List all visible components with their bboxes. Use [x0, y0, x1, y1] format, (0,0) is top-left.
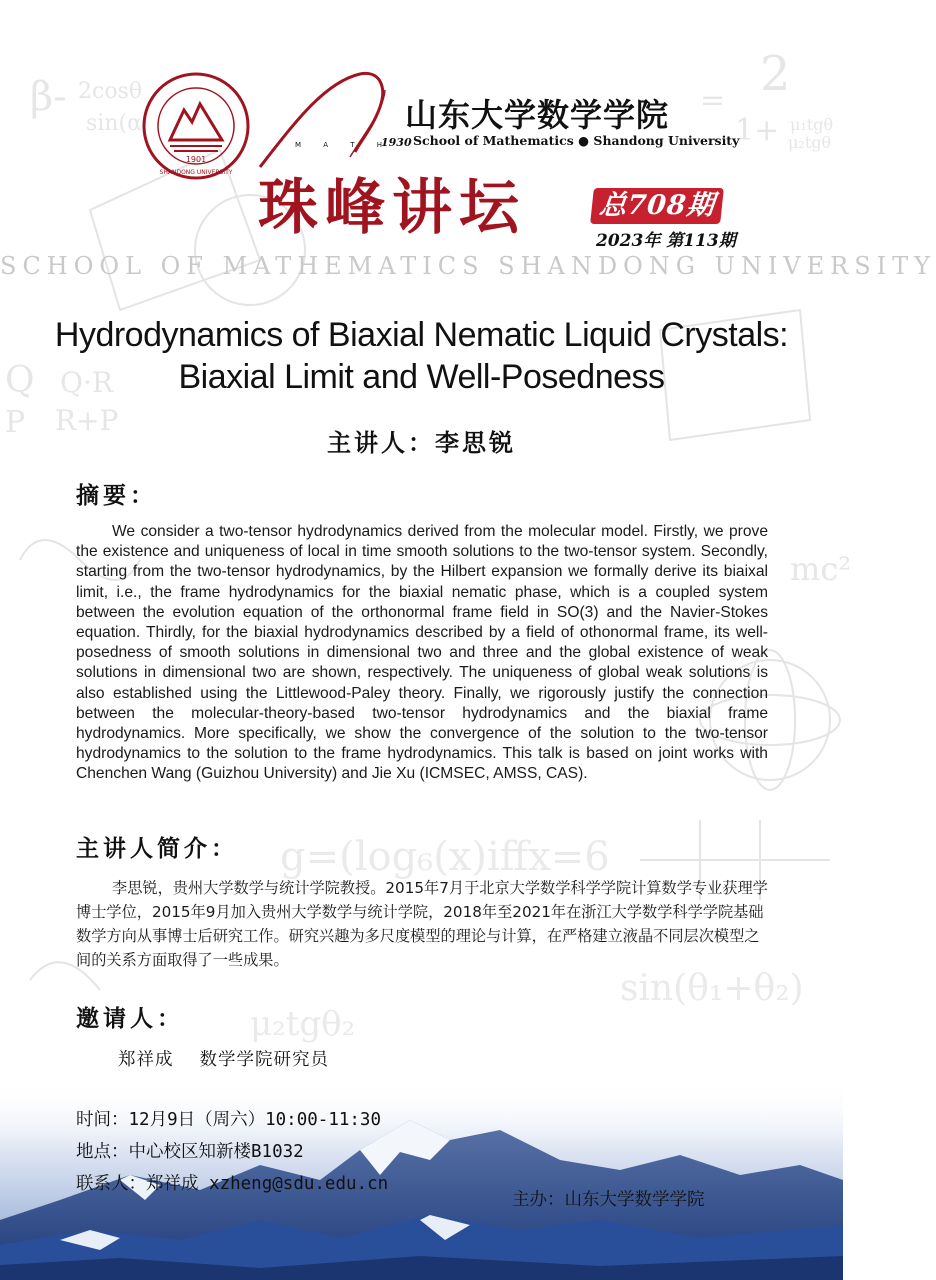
- svg-text:sin(θ₁+θ₂): sin(θ₁+θ₂): [620, 968, 804, 1009]
- host-title: 数学学院研究员: [199, 1050, 329, 1070]
- speaker-line: 主讲人：李思锐: [327, 428, 516, 457]
- seal-text: SHANDONG UNIVERSITY: [159, 169, 233, 176]
- svg-text:β-: β-: [30, 74, 67, 120]
- svg-text:g=(log₆(x)iffx=6: g=(log₆(x)iffx=6: [280, 834, 610, 880]
- svg-text:mc²: mc²: [790, 550, 852, 588]
- svg-text:Q: Q: [5, 360, 35, 401]
- school-name-en: School of Mathematics ● Shandong University: [413, 133, 740, 148]
- math-logo-icon: [255, 62, 395, 172]
- event-contact: 联系人：郑祥成 xzheng@sdu.edu.cn: [76, 1174, 389, 1194]
- svg-text:R+P: R+P: [55, 404, 119, 437]
- bio-heading: 主讲人简介：: [76, 835, 238, 862]
- abstract-heading: 摘要：: [76, 482, 157, 509]
- event-organizer: 主办：山东大学数学学院: [512, 1190, 705, 1210]
- issue-year: 2023年 第113期: [596, 231, 736, 251]
- svg-text:μ₂tgθ₂: μ₂tgθ₂: [250, 1004, 356, 1044]
- svg-text:sin(α: sin(α: [86, 111, 142, 136]
- shandong-university-seal-icon: [140, 70, 252, 182]
- abstract-text: We consider a two-tensor hydrodynamics derived from the molecular model. Firstly, we prove the existence and uniqueness of local in time smooth solutions to the two-tensor system. Secondly, starting from the two-tensor hydrodynamics, by the Hilbert expansion we formally derive its biaixal limit, i.e., the frame hydrodynamics for the biaxial nematic phase, which is a coupled system between the evolution equation of the orthonormal frame field in SO(3) and the Navier-Stokes equation. Thirdly, for the biaxial hydrodynamics described by a field of othonormal frame, its well-posedness of smooth solutions in dimensional two and three and the global existence of weak solutions in dimensional two are shown, respectively. The uniqueness of global weak solutions is also established using the Littlewood-Paley theory. Finally, we rigorously justify the connection between the molecular-theory-based two-tensor hydrodynamics and the biaxial frame hydrodynamics. More specifically, we show the convergence of the solution to the two-tensor hydrodynamics to the solution to the frame hydrodynamics. This talk is based on joint works with Chenchen Wang (Guizhou University) and Jie Xu (ICMSEC, AMSS, CAS).: [76, 523, 768, 783]
- issue-badge: 总708期: [590, 188, 724, 224]
- svg-text:2cosθ: 2cosθ: [78, 79, 143, 104]
- svg-text:1+: 1+: [735, 113, 780, 148]
- host-heading: 邀请人：: [76, 1005, 184, 1032]
- event-time: 时间：12月9日（周六）10:00-11:30: [76, 1110, 382, 1130]
- svg-text:P: P: [5, 405, 26, 440]
- host-line: [118, 1046, 355, 1071]
- event-place: 地点：中心校区知新楼B1032: [76, 1142, 304, 1162]
- talk-title: [0, 314, 843, 398]
- bio-text: 李思锐，贵州大学数学与统计学院教授。2015年7月于北京大学数学科学学院计算数学专业获理学博士学位，2015年9月加入贵州大学数学与统计学院，2018年至2021年在浙江大学数学科学学院基础数学方向从事博士后研究工作。研究兴趣为多尺度模型的理论与计算，在严格建立液晶不同层次模型之间的关系方面取得了一些成果。: [76, 879, 768, 969]
- svg-text:μ₂tgθ: μ₂tgθ: [788, 133, 832, 152]
- svg-text:=: =: [700, 83, 726, 118]
- forum-title: 珠峰讲坛: [258, 173, 526, 243]
- svg-text:μ₁tgθ: μ₁tgθ: [790, 115, 834, 134]
- school-name-cn: 山东大学数学学院: [405, 96, 670, 134]
- svg-text:2: 2: [760, 46, 791, 102]
- host-name: 郑祥成: [118, 1050, 174, 1070]
- banner-en: SCHOOL OF MATHEMATICS SHANDONG UNIVERSITY: [0, 252, 936, 280]
- founding-year: 1930: [381, 136, 412, 149]
- talk-title-line2: Biaxial Limit and Well-Posedness: [178, 358, 665, 396]
- talk-title-line1: Hydrodynamics of Biaxial Nematic Liquid Crystals:: [54, 316, 789, 354]
- math-logo-letters: M A T H: [295, 141, 393, 149]
- seal-year: 1901: [185, 155, 207, 164]
- svg-text:Q·R: Q·R: [60, 366, 113, 399]
